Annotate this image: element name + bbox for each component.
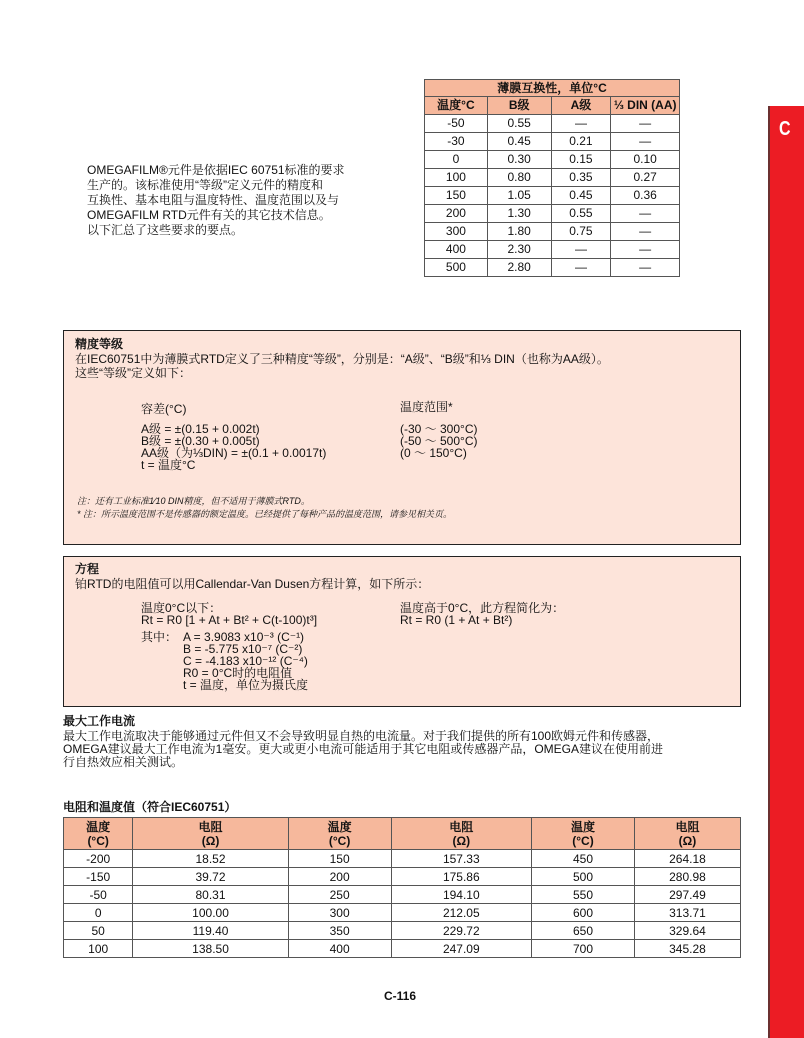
table-row — [64, 904, 741, 922]
cell: 100 — [425, 169, 488, 187]
intro-line: OMEGAFILM RTD元件有关的其它技术信息。 — [87, 208, 331, 222]
cell: — — [611, 223, 680, 241]
table-row — [64, 850, 741, 868]
cell: 0.30 — [487, 151, 551, 169]
panel-title: 方程 — [75, 562, 100, 576]
header-row — [64, 818, 741, 850]
constant-r0: R0 = 0°C时的电阻值 — [183, 666, 293, 680]
cell: 80.31 — [133, 886, 288, 904]
cell: 650 — [532, 922, 635, 940]
table-row — [425, 205, 680, 223]
resistance-temperature-table — [63, 817, 741, 958]
table-row — [425, 169, 680, 187]
cell: 313.71 — [634, 904, 740, 922]
cell: — — [611, 115, 680, 133]
cell: 1.05 — [487, 187, 551, 205]
cell: -200 — [64, 850, 133, 868]
cell: 150 — [288, 850, 391, 868]
cell: 1.30 — [487, 205, 551, 223]
table-row — [425, 259, 680, 277]
max-current-text — [63, 730, 663, 769]
table-row — [425, 223, 680, 241]
cell: 400 — [425, 241, 488, 259]
cell: 2.80 — [487, 259, 551, 277]
cell: 157.33 — [391, 850, 532, 868]
cell: 0.10 — [611, 151, 680, 169]
table-row — [64, 940, 741, 958]
constant-t: t = 温度，单位为摄氏度 — [183, 678, 309, 692]
cell: 100.00 — [133, 904, 288, 922]
tolerance-header: 容差(°C) — [141, 402, 187, 416]
cell: 0.21 — [551, 133, 611, 151]
cell: 0.35 — [551, 169, 611, 187]
intro-line: 以下汇总了这些要求的要点。 — [87, 223, 244, 237]
cell: 0.55 — [487, 115, 551, 133]
cell: 0.55 — [551, 205, 611, 223]
intro-line: OMEGAFILM®元件是依据IEC 60751标准的要求 — [87, 163, 345, 177]
cell: 264.18 — [634, 850, 740, 868]
column-header: ⅓ DIN (AA) — [611, 97, 680, 115]
table-row — [425, 151, 680, 169]
table-row — [425, 133, 680, 151]
column-header: 温度°C — [425, 97, 488, 115]
cell: 550 — [532, 886, 635, 904]
interchangeability-table — [424, 79, 680, 277]
cell: 0 — [64, 904, 133, 922]
footnote: 注：还有工业标准1⁄10 DIN精度，但不适用于薄膜式RTD。 — [77, 496, 310, 506]
column-header: 温度 (°C) — [64, 818, 133, 850]
page-number: C-116 — [384, 989, 417, 1003]
below-zero-equation: Rt = R0 [1 + At + Bt² + C(t-100)t³] — [141, 613, 318, 627]
cell: 600 — [532, 904, 635, 922]
above-zero-label: 温度高于0°C，此方程简化为： — [400, 601, 565, 615]
tolerance-b: B级 = ±(0.30 + 0.005t) — [141, 434, 260, 448]
cell: 0.27 — [611, 169, 680, 187]
below-zero-block — [141, 602, 317, 626]
cell: -50 — [64, 886, 133, 904]
tolerance-aa: AA级（为⅓DIN) = ±(0.1 + 0.0017t) — [141, 446, 327, 460]
cell: 0.15 — [551, 151, 611, 169]
cell: — — [551, 115, 611, 133]
cell: 200 — [288, 868, 391, 886]
cell: — — [611, 205, 680, 223]
above-zero-equation: Rt = R0 (1 + At + Bt²) — [400, 613, 513, 627]
cell: — — [611, 133, 680, 151]
column-header: 温度 (°C) — [532, 818, 635, 850]
table-row — [64, 886, 741, 904]
rt-table-title: 电阻和温度值（符合IEC60751） — [63, 800, 237, 814]
intro-paragraph — [87, 163, 387, 238]
panel-text: 这些“等级”定义如下： — [75, 366, 191, 380]
cell: 229.72 — [391, 922, 532, 940]
text-line: OMEGA建议最大工作电流为1毫安。更大或更小电流可能适用于其它电阻或传感器产品，OMEGA建议在使用前进 — [63, 742, 664, 756]
column-header: 电阻 (Ω) — [634, 818, 740, 850]
cell: 345.28 — [634, 940, 740, 958]
cell: -150 — [64, 868, 133, 886]
cell: 1.80 — [487, 223, 551, 241]
table-row — [425, 187, 680, 205]
cell: — — [551, 241, 611, 259]
cell: 350 — [288, 922, 391, 940]
table-row — [64, 922, 741, 940]
column-header: 温度 (°C) — [288, 818, 391, 850]
cell: 212.05 — [391, 904, 532, 922]
cell: 100 — [64, 940, 133, 958]
cell: 297.49 — [634, 886, 740, 904]
intro-line: 互换性、基本电阻与温度特性、温度范围以及与 — [87, 193, 340, 207]
cell: 400 — [288, 940, 391, 958]
above-zero-block — [400, 602, 564, 626]
range-list — [400, 423, 478, 459]
cell: -50 — [425, 115, 488, 133]
cell: 175.86 — [391, 868, 532, 886]
cell: 500 — [532, 868, 635, 886]
cell: 700 — [532, 940, 635, 958]
max-current-title: 最大工作电流 — [63, 714, 136, 728]
cell: 0.80 — [487, 169, 551, 187]
cell: 2.30 — [487, 241, 551, 259]
cell: 0 — [425, 151, 488, 169]
cell: 500 — [425, 259, 488, 277]
constant-c: C = -4.183 x10⁻¹² (C⁻⁴) — [183, 654, 308, 668]
tolerance-list — [141, 423, 326, 471]
below-zero-label: 温度0°C以下： — [141, 601, 222, 615]
cell: 18.52 — [133, 850, 288, 868]
tolerance-t: t = 温度°C — [141, 458, 196, 472]
range-header: 温度范围* — [400, 400, 453, 414]
section-tab-letter: C — [779, 118, 791, 140]
constants-list — [183, 631, 308, 691]
cell: 300 — [425, 223, 488, 241]
cell: 50 — [64, 922, 133, 940]
section-tab — [768, 106, 804, 1038]
table-caption: 薄膜互换性，单位°C — [425, 80, 680, 97]
panel-text: 在IEC60751中为薄膜式RTD定义了三种精度“等级”，分别是：“A级”、“B级”和⅓ DIN（也称为AA级）。 — [75, 352, 609, 366]
table-row — [425, 115, 680, 133]
where-label: 其中： — [141, 630, 178, 644]
cell: 39.72 — [133, 868, 288, 886]
cell: 0.75 — [551, 223, 611, 241]
column-header: B级 — [487, 97, 551, 115]
cell: 150 — [425, 187, 488, 205]
cell: — — [611, 259, 680, 277]
range-aa: (0 ～ 150°C) — [400, 446, 467, 460]
cell: — — [611, 241, 680, 259]
cell: 138.50 — [133, 940, 288, 958]
column-header: 电阻 (Ω) — [133, 818, 288, 850]
accuracy-class-panel — [63, 330, 741, 545]
cell: 450 — [532, 850, 635, 868]
tolerance-a: A级 = ±(0.15 + 0.002t) — [141, 422, 260, 436]
cell: — — [551, 259, 611, 277]
constant-b: B = -5.775 x10⁻⁷ (C⁻²) — [183, 642, 303, 656]
cell: 247.09 — [391, 940, 532, 958]
column-header: A级 — [551, 97, 611, 115]
panel-text: 铂RTD的电阻值可以用Callendar-Van Dusen方程计算，如下所示： — [75, 577, 430, 591]
cell: 250 — [288, 886, 391, 904]
cell: 0.45 — [487, 133, 551, 151]
intro-line: 生产的。该标准使用“等级”定义元件的精度和 — [87, 178, 323, 192]
table-row — [425, 241, 680, 259]
table-row — [64, 868, 741, 886]
cell: 0.36 — [611, 187, 680, 205]
cell: 119.40 — [133, 922, 288, 940]
footnote: * 注：所示温度范围不是传感器的额定温度。已经提供了每种产品的温度范围，请参见相关页。 — [77, 509, 453, 519]
cell: 200 — [425, 205, 488, 223]
range-b: (-50 ～ 500°C) — [400, 434, 478, 448]
cell: 300 — [288, 904, 391, 922]
cell: -30 — [425, 133, 488, 151]
constant-a: A = 3.9083 x10⁻³ (C⁻¹) — [183, 630, 305, 644]
panel-title: 精度等级 — [75, 337, 124, 351]
column-header: 电阻 (Ω) — [391, 818, 532, 850]
text-line: 最大工作电流取决于能够通过元件但又不会导致明显自热的电流量。对于我们提供的所有100欧姆元件和传感器， — [63, 729, 660, 743]
cell: 194.10 — [391, 886, 532, 904]
cell: 329.64 — [634, 922, 740, 940]
equation-panel — [63, 556, 741, 707]
text-line: 行自热效应相关测试。 — [63, 755, 184, 769]
range-a: (-30 ～ 300°C) — [400, 422, 478, 436]
cell: 280.98 — [634, 868, 740, 886]
cell: 0.45 — [551, 187, 611, 205]
